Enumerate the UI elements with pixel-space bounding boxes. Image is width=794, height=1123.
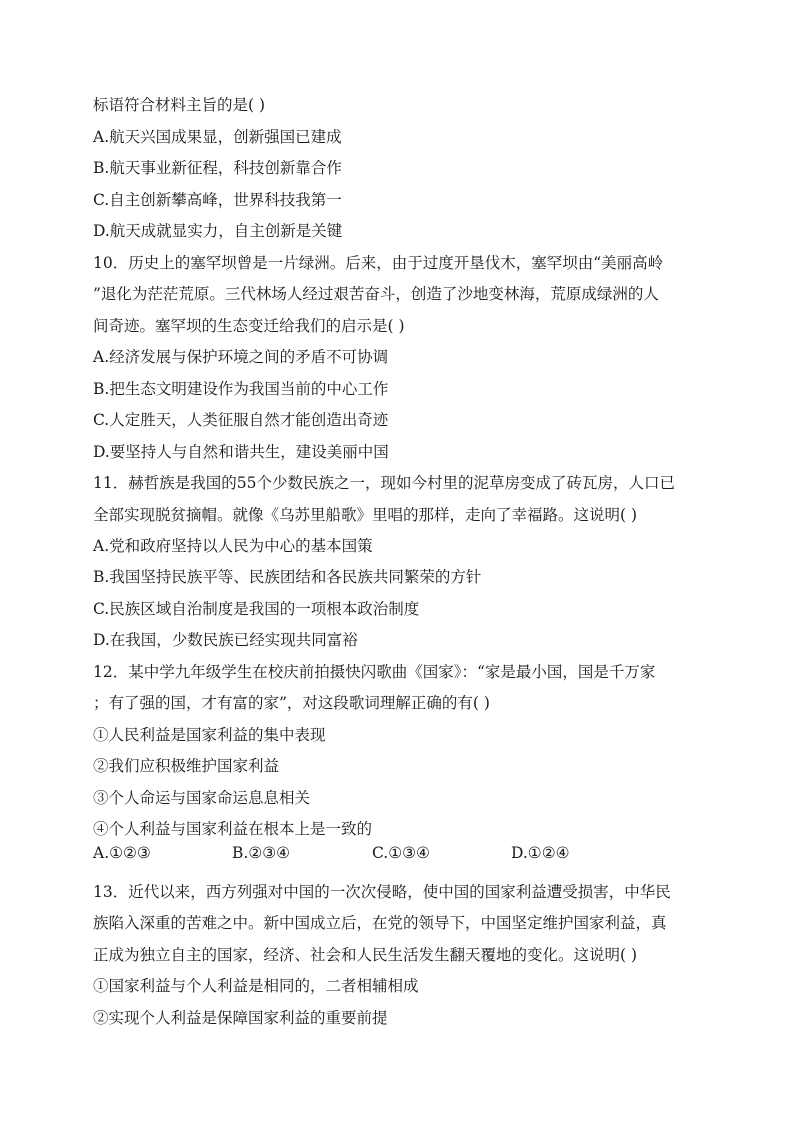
answer-option-c: C.①③④ bbox=[372, 844, 430, 862]
option-line: D.要坚持人与自然和谐共生，建设美丽中国 bbox=[93, 443, 389, 461]
question-10-line: 间奇迹。塞罕坝的生态变迁给我们的启示是( ) bbox=[93, 317, 405, 335]
question-12-line: 12．某中学九年级学生在校庆前拍摄快闪歌曲《国家》：“家是最小国，国是千万家 bbox=[93, 663, 656, 681]
statement-line: ②我们应积极维护国家利益 bbox=[93, 757, 280, 775]
option-line: A.党和政府坚持以人民为中心的基本国策 bbox=[93, 537, 373, 555]
question-10-line: 10．历史上的塞罕坝曾是一片绿洲。后来，由于过度开垦伐木，塞罕坝由“美丽高岭 bbox=[93, 254, 664, 272]
answer-option-d: D.①②④ bbox=[511, 844, 570, 862]
statement-line: ①国家利益与个人利益是相同的，二者相辅相成 bbox=[93, 977, 419, 995]
option-line: B.我国坚持民族平等、民族团结和各民族共同繁荣的方针 bbox=[93, 568, 482, 586]
answer-option-b: B.②③④ bbox=[232, 844, 291, 862]
question-13-line: 13．近代以来，西方列强对中国的一次次侵略，使中国的国家利益遭受损害，中华民 bbox=[93, 883, 671, 901]
option-line: A.航天兴国成果显，创新强国已建成 bbox=[93, 128, 342, 146]
option-line: B.把生态文明建设作为我国当前的中心工作 bbox=[93, 380, 389, 398]
answer-options-row bbox=[93, 843, 713, 863]
answer-option-a: A.①②③ bbox=[93, 844, 151, 862]
option-line: C.自主创新攀高峰，世界科技我第一 bbox=[93, 191, 342, 209]
option-line: D.在我国，少数民族已经实现共同富裕 bbox=[93, 631, 358, 649]
question-11-line: 全部实现脱贫摘帽。就像《乌苏里船歌》里唱的那样，走向了幸福路。这说明( ) bbox=[93, 506, 638, 524]
question-12-line: ；有了强的国，才有富的家”，对这段歌词理解正确的有( ) bbox=[93, 694, 490, 712]
question-11-line: 11．赫哲族是我国的55个少数民族之一，现如今村里的泥草房变成了砖瓦房，人口已 bbox=[93, 474, 675, 492]
statement-line: ①人民利益是国家利益的集中表现 bbox=[93, 726, 326, 744]
question-13-line: 族陷入深重的苦难之中。新中国成立后，在党的领导下，中国坚定维护国家利益，真 bbox=[93, 914, 667, 932]
option-line: B.航天事业新征程，科技创新靠合作 bbox=[93, 159, 342, 177]
question-13-line: 正成为独立自主的国家，经济、社会和人民生活发生翻天覆地的变化。这说明( ) bbox=[93, 946, 638, 964]
option-line: D.航天成就显实力，自主创新是关键 bbox=[93, 222, 343, 240]
text-line: 标语符合材料主旨的是( ) bbox=[93, 96, 266, 114]
statement-line: ②实现个人利益是保障国家利益的重要前提 bbox=[93, 1009, 388, 1027]
statement-line: ④个人利益与国家利益在根本上是一致的 bbox=[93, 820, 373, 838]
statement-line: ③个人命运与国家命运息息相关 bbox=[93, 789, 311, 807]
option-line: C.人定胜天，人类征服自然才能创造出奇迹 bbox=[93, 411, 389, 429]
option-line: A.经济发展与保护环境之间的矛盾不可协调 bbox=[93, 348, 389, 366]
option-line: C.民族区域自治制度是我国的一项根本政治制度 bbox=[93, 600, 420, 618]
question-10-line: ”退化为茫茫荒原。三代林场人经过艰苦奋斗，创造了沙地变林海，荒原成绿洲的人 bbox=[93, 285, 659, 303]
